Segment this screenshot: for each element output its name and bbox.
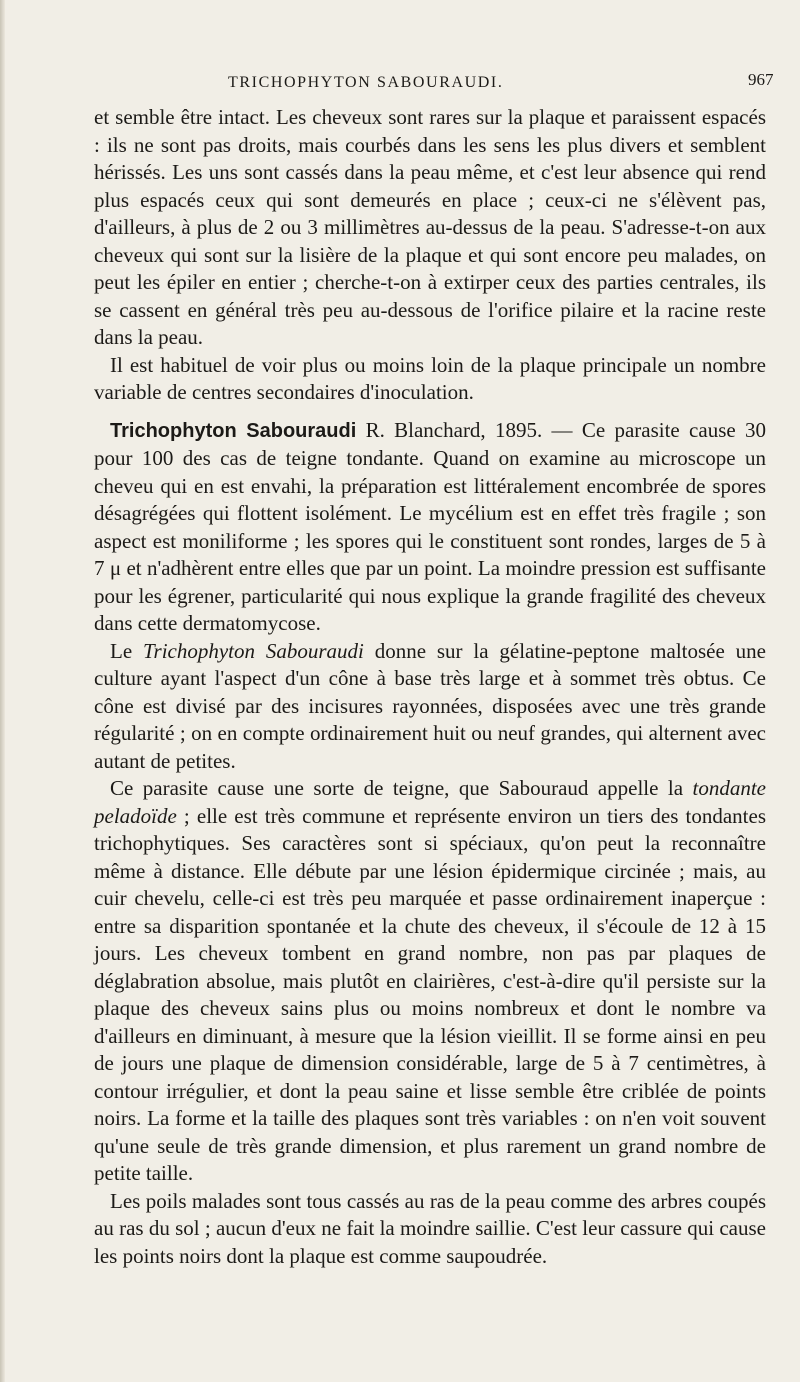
- paragraph-secondary-centres: Il est habituel de voir plus ou moins loin de la plaque principale un nombre variable de centres secondaires d'inoculation.: [94, 352, 766, 404]
- paragraph-species-description: [94, 417, 766, 638]
- tinea-text: ; elle est très commune et représente environ un tiers des tondantes trichophytiques. Ses caractères sont si spéciaux, qu'on peut la reconnaître même à distance. Elle débute par une lésion épidermique circinée ; mais, au cuir chevelu, celle-ci est très peu marquée et passe ordinairement inaperçue : entre sa disparition spontanée et la chute des cheveux, il s'écoule de 12 à 15 jours. Les cheveux tombent en grand nombre, non pas par plaques de déglabration absolue, mais plutôt en clairières, c'est-à-dire qu'il persiste sur la plaque des cheveux sains plus ou moins nombreux et dont le nombre va d'ailleurs en diminuant, à mesure que la lésion vieillit. Il se forme ainsi en peu de jours une plaque de dimension considérable, large de 5 à 7 centimètres, à contour irrégulier, et dont la peau saine et lisse semble être criblée de points noirs. La forme et la taille des plaques sont très variables : on n'en voit souvent qu'une seule de très grande dimension, et plus rarement un grand nombre de petite taille.: [94, 803, 766, 1185]
- page-binding-edge: [0, 0, 5, 1382]
- paragraph-broken-hairs: Les poils malades sont tous cassés au ras de la peau comme des arbres coupés au ras du sol ; aucun d'eux ne fait la moindre saillie. C'est leur cassure qui cause les points noirs dont la plaque est comme saupoudrée.: [94, 1188, 766, 1268]
- culture-species-name: Trichophyton Sabouraudi: [143, 638, 364, 663]
- paragraph-tinea: [94, 775, 766, 1188]
- paragraph-culture: [94, 638, 766, 776]
- species-description-text: R. Blanchard, 1895. — Ce parasite cause 30 pour 100 des cas de teigne tondante. Quand on examine au microscope un cheveu qui en est envahi, la préparation est littéralement encombrée de spores désagrégées qui flottent isolément. Le mycélium est en effet très fragile ; son aspect est moniliforme ; les spores qui le constituent sont rondes, larges de 5 à 7 μ et n'adhèrent entre elles que par un point. La moindre pression est suffisante pour les égrener, particularité qui nous explique la grande fragilité des cheveux dans cette dermatomycose.: [94, 417, 766, 635]
- culture-lead: Le: [110, 638, 143, 663]
- body-text: [94, 104, 766, 1270]
- species-heading: Trichophyton Sabouraudi: [110, 419, 357, 442]
- page-number: 967: [748, 70, 774, 89]
- tinea-term: tondante peladoïde: [94, 776, 766, 828]
- running-head: TRICHOPHYTON SABOURAUDI.: [228, 74, 504, 91]
- tinea-lead: Ce parasite cause une sorte de teigne, que Sabouraud appelle la: [110, 776, 693, 800]
- paragraph-continuation: et semble être intact. Les cheveux sont rares sur la plaque et paraissent espacés : ils ne sont pas droits, mais courbés dans les sens les plus divers et semblent hérissés. Les uns sont cassés dans la peau même, et c'est leur absence qui rend plus espacés ceux qui sont demeurés en place ; ceux-ci ne s'élèvent pas, d'ailleurs, à plus de 2 ou 3 millimètres au-dessus de la peau. S'adresse-t-on aux cheveux qui sont sur la lisière de la plaque et qui sont encore peu malades, on peut les épiler en entier ; cherche-t-on à extirper ceux des parties centrales, ils se cassent en général très peu au-dessous de l'orifice pilaire et la racine reste dans la peau.: [94, 105, 766, 349]
- culture-text: donne sur la gélatine-peptone maltosée une culture ayant l'aspect d'un cône à base très large et à sommet très obtus. Ce cône est divisé par des incisures rayonnées, disposées avec une très grande régularité ; on en compte ordinairement huit ou neuf grandes, qui alternent avec autant de petites.: [94, 638, 766, 773]
